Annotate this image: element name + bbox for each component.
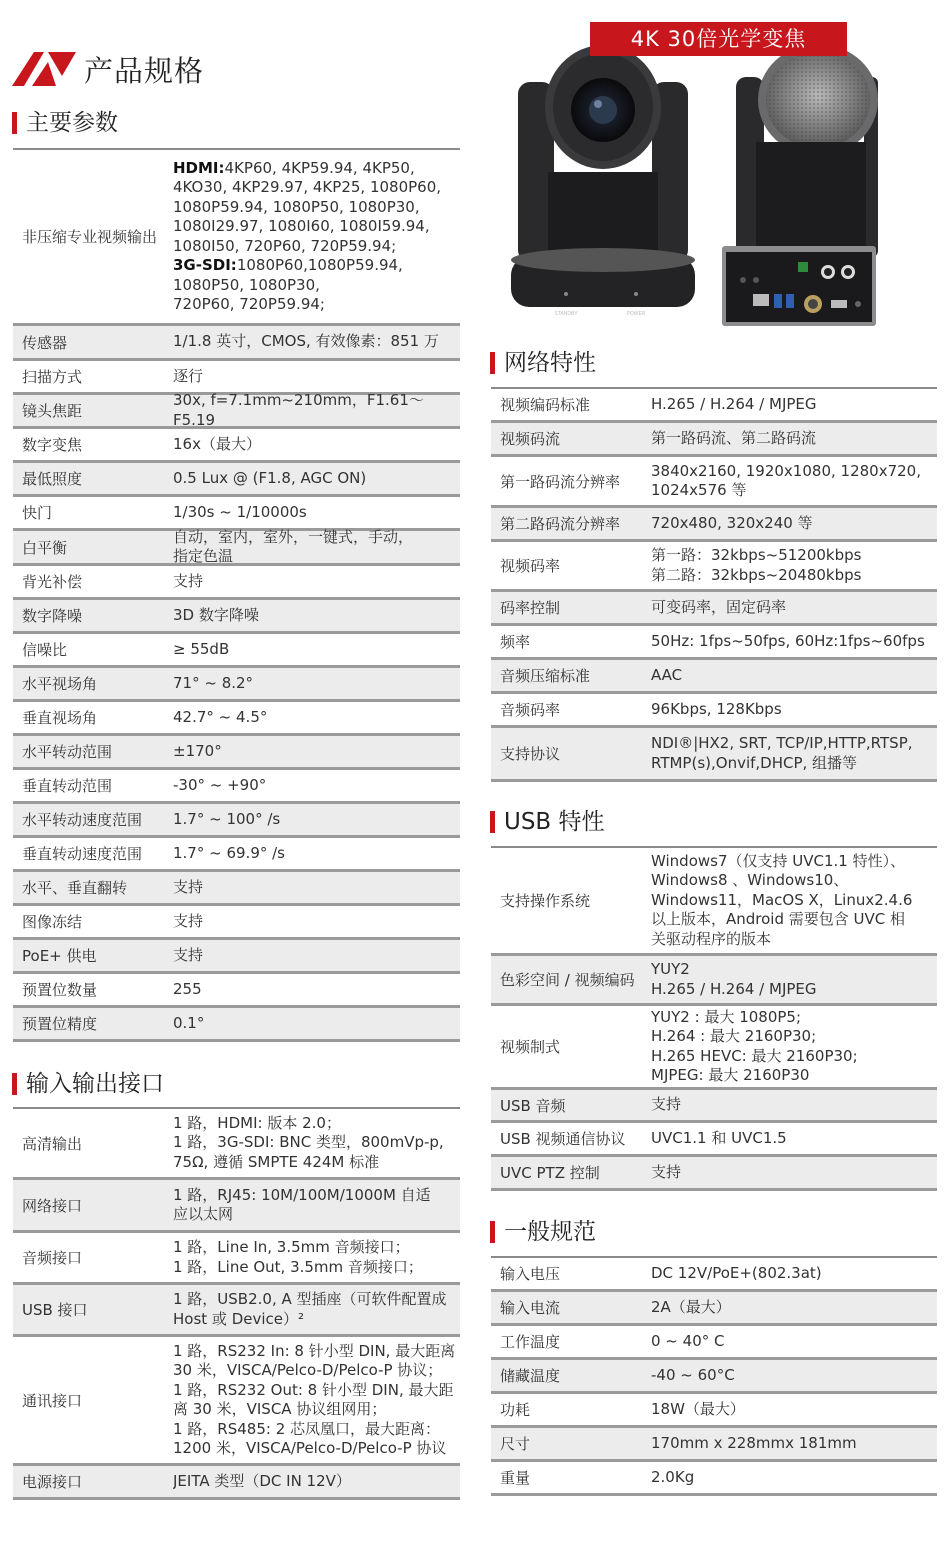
spec-label: 视频码率	[500, 557, 561, 575]
table-row	[491, 694, 937, 728]
table-row	[491, 1360, 937, 1394]
spec-label: 支持操作系统	[500, 892, 591, 910]
spec-value: 1 路，USB2.0, A 型插座（可软件配置成 Host 或 Device）²	[173, 1290, 447, 1328]
spec-label: 预置位数量	[22, 981, 98, 999]
spec-label: 网络接口	[22, 1196, 83, 1215]
section-marker	[12, 112, 17, 134]
spec-label: PoE+ 供电	[22, 947, 97, 965]
spec-label: USB 音频	[500, 1096, 566, 1115]
spec-value: 720x480, 320x240 等	[651, 513, 813, 532]
spec-value: 支持	[173, 571, 204, 590]
spec-value: 170mm x 228mmx 181mm	[651, 1433, 857, 1452]
table-row	[13, 391, 460, 429]
spec-label: 水平、垂直翻转	[22, 879, 128, 897]
spec-label: 最低照度	[22, 470, 83, 488]
table-row	[491, 389, 937, 423]
table-row	[13, 872, 460, 906]
spec-value: 50Hz: 1fps~50fps, 60Hz:1fps~60fps	[651, 631, 925, 650]
section-title-general	[490, 1217, 596, 1247]
table-row	[13, 736, 460, 770]
spec-value: -30° ~ +90°	[173, 775, 267, 794]
camera-front	[511, 45, 695, 317]
table-row	[491, 1123, 937, 1157]
spec-label: 预置位精度	[22, 1015, 98, 1033]
spec-value: 1 路，RJ45: 10M/100M/1000M 自适 应以太网	[173, 1185, 431, 1223]
table-row	[491, 1006, 937, 1090]
spec-label: 非压缩专业视频输出	[22, 228, 158, 246]
spec-label: 垂直视场角	[22, 709, 98, 727]
spec-table-general	[491, 1256, 937, 1496]
table-row	[13, 566, 460, 600]
section-title-text: 主要参数	[26, 110, 118, 136]
spec-value: -40 ~ 60°C	[651, 1365, 735, 1384]
section-title-network	[490, 348, 596, 378]
spec-label: 快门	[22, 504, 53, 522]
spec-label: 储藏温度	[500, 1367, 561, 1385]
section-marker	[490, 1221, 495, 1243]
table-row	[13, 527, 460, 566]
section-title-text: USB 特性	[504, 809, 605, 835]
table-row	[13, 1233, 460, 1285]
spec-value-heading: HDMI:	[173, 158, 225, 177]
spec-value: 支持	[651, 1095, 682, 1114]
spec-value: 1 路，HDMI: 版本 2.0； 1 路，3G-SDI: BNC 类型，800mVp-p, 75Ω, 遵循 SMPTE 424M 标准	[173, 1113, 444, 1171]
spec-label: 扫描方式	[22, 368, 83, 386]
spec-value: 16x（最大）	[173, 434, 261, 453]
spec-value: 2.0Kg	[651, 1467, 695, 1486]
table-row	[13, 668, 460, 702]
table-row	[13, 906, 460, 940]
table-row	[491, 728, 937, 782]
spec-label: 码率控制	[500, 599, 561, 617]
table-row	[491, 1258, 937, 1292]
section-title-io	[12, 1069, 164, 1099]
table-row	[13, 1008, 460, 1042]
section-title-usb	[490, 807, 605, 837]
spec-label: 水平转动速度范围	[22, 811, 143, 829]
spec-label: 音频压缩标准	[500, 667, 591, 685]
spec-label: 垂直转动范围	[22, 777, 113, 795]
table-row	[491, 542, 937, 592]
spec-label: 第一路码流分辨率	[500, 472, 621, 491]
spec-label: 数字变焦	[22, 436, 83, 454]
table-row	[491, 1292, 937, 1326]
spec-value: 支持	[173, 945, 204, 964]
spec-value	[173, 159, 460, 315]
spec-value: 1 路，RS232 In: 8 针小型 DIN, 最大距离 30 米，VISCA/Pelco-D/Pelco-P 协议； 1 路，RS232 Out: 8 针小型 DIN, 最大距 离 30 米，VISCA 协议组网用； 1 路，RS485: 2 芯凤凰口，最大距离： 1200 米，VISCA/Pelco-D/Pelco-P 协议	[173, 1341, 456, 1457]
spec-label: 重量	[500, 1469, 531, 1487]
spec-value: 第一路：32kbps~51200kbps 第二路：32kbps~20480kbps	[651, 546, 862, 584]
spec-label: 视频制式	[500, 1038, 561, 1056]
spec-label: 功耗	[500, 1401, 531, 1419]
spec-label: 信噪比	[22, 641, 68, 659]
table-row	[13, 804, 460, 838]
spec-table-usb	[491, 846, 937, 1191]
spec-value: AAC	[651, 665, 683, 684]
spec-value: H.265 / H.264 / MJPEG	[651, 394, 817, 413]
table-row	[13, 600, 460, 634]
spec-value: NDI®|HX2, SRT, TCP/IP,HTTP,RTSP, RTMP(s),Onvif,DHCP, 组播等	[651, 734, 913, 772]
spec-label: 频率	[500, 633, 531, 651]
table-row	[13, 1109, 460, 1180]
table-row	[491, 1462, 937, 1496]
section-title-text: 输入输出接口	[26, 1071, 164, 1097]
spec-value: ±170°	[173, 741, 222, 760]
spec-value: UVC1.1 和 UVC1.5	[651, 1128, 787, 1147]
spec-label: USB 接口	[22, 1301, 88, 1319]
spec-label: 水平视场角	[22, 675, 98, 693]
spec-label: 第二路码流分辨率	[500, 515, 621, 533]
spec-value: 1.7° ~ 69.9° /s	[173, 843, 285, 862]
table-row	[491, 1428, 937, 1462]
spec-value: Windows7（仅支持 UVC1.1 特性）、 Windows8 、Windows10、 Windows11，MacOS X，Linux2.4.6 以上版本，Android 需要包含 UVC 相 关驱动程序的版本	[651, 851, 913, 948]
power-label: POWER	[626, 311, 646, 317]
table-row	[13, 702, 460, 736]
spec-table-io	[13, 1107, 460, 1500]
spec-label: 视频编码标准	[500, 396, 591, 414]
spec-label: 音频接口	[22, 1249, 83, 1267]
spec-label: 工作温度	[500, 1333, 561, 1351]
spec-value: YUY2 : 最大 1080P5; H.264 : 最大 2160P30; H.265 HEVC: 最大 2160P30; MJPEG: 最大 2160P30	[651, 1007, 858, 1084]
spec-label: 数字降噪	[22, 607, 83, 625]
spec-label: 通讯接口	[22, 1391, 83, 1410]
spec-value: 第一路码流、第二路码流	[651, 428, 817, 447]
spec-value-part: 4KP60, 4KP59.94, 4KP50, 4KO30, 4KP29.97, 4KP25, 1080P60, 1080P59.94, 1080P50, 1080P30, 1080I29.97, 1080I60, 1080I59.94, 1080I50, 720P60, 720P59.94;	[173, 158, 442, 255]
table-row	[491, 592, 937, 626]
table-row	[13, 326, 460, 361]
brand-logo-icon	[12, 52, 76, 88]
table-row	[13, 974, 460, 1008]
section-title-text: 网络特性	[504, 350, 596, 376]
spec-value: 1/1.8 英寸，CMOS, 有效像素：851 万	[173, 332, 439, 351]
table-row	[491, 1090, 937, 1123]
spec-label: 高清输出	[22, 1134, 83, 1153]
section-title-text: 一般规范	[504, 1219, 596, 1245]
spec-value: 支持	[173, 911, 204, 930]
table-row	[491, 660, 937, 694]
section-marker	[490, 352, 495, 374]
spec-value: 255	[173, 979, 202, 998]
spec-value: 0 ~ 40° C	[651, 1331, 725, 1350]
spec-value: JEITA 类型（DC IN 12V）	[173, 1471, 351, 1490]
spec-value: 71° ~ 8.2°	[173, 673, 254, 692]
spec-label: 输入电压	[500, 1265, 561, 1283]
table-row	[13, 1466, 460, 1500]
table-row	[491, 423, 937, 457]
spec-value: 可变码率，固定码率	[651, 597, 787, 616]
table-row	[491, 956, 937, 1006]
spec-label: 背光补偿	[22, 573, 83, 591]
table-row	[13, 429, 460, 463]
spec-value: 96Kbps, 128Kbps	[651, 699, 782, 718]
table-row	[491, 1394, 937, 1428]
table-row	[13, 361, 460, 395]
table-row	[13, 150, 460, 326]
spec-label: 镜头焦距	[22, 402, 83, 420]
spec-label: 白平衡	[22, 538, 68, 557]
table-row	[491, 1157, 937, 1191]
spec-value: 3D 数字降噪	[173, 605, 259, 624]
spec-value: 逐行	[173, 366, 204, 385]
spec-label: 尺寸	[500, 1435, 531, 1453]
spec-value: 18W（最大）	[651, 1399, 745, 1418]
table-row	[491, 508, 937, 542]
table-row	[491, 457, 937, 508]
section-title-main	[12, 108, 118, 138]
spec-label: 水平转动范围	[22, 743, 113, 761]
table-row	[491, 626, 937, 660]
spec-value: 3840x2160, 1920x1080, 1280x720, 1024x576 等	[651, 461, 921, 499]
spec-value: 2A（最大）	[651, 1297, 731, 1316]
spec-label: USB 视频通信协议	[500, 1130, 626, 1148]
spec-label: 支持协议	[500, 745, 561, 763]
table-row	[13, 1337, 460, 1466]
section-marker	[490, 811, 495, 833]
spec-table-main	[13, 148, 460, 1042]
spec-value: 42.7° ~ 4.5°	[173, 707, 268, 726]
spec-value-part: 1080P60,1080P59.94, 1080P50, 1080P30, 720P60, 720P59.94;	[173, 256, 403, 313]
table-row	[13, 1180, 460, 1233]
table-row	[13, 463, 460, 497]
spec-value: 0.1°	[173, 1013, 205, 1032]
standby-label: STANDBY	[554, 311, 578, 317]
spec-label: 音频码率	[500, 701, 561, 719]
table-row	[491, 1326, 937, 1360]
spec-label: 视频码流	[500, 430, 561, 448]
table-row	[13, 497, 460, 531]
table-row	[13, 940, 460, 974]
table-row	[491, 848, 937, 956]
spec-value: 1 路，Line In, 3.5mm 音频接口； 1 路，Line Out, 3.5mm 音频接口；	[173, 1238, 423, 1276]
spec-table-network	[491, 387, 937, 782]
spec-label: 输入电流	[500, 1299, 561, 1317]
camera-rear	[722, 44, 878, 326]
spec-value: 支持	[651, 1162, 682, 1181]
spec-label: 色彩空间 / 视频编码	[500, 971, 635, 989]
spec-value: YUY2 H.265 / H.264 / MJPEG	[651, 960, 817, 998]
table-row	[13, 634, 460, 668]
spec-value: 1.7° ~ 100° /s	[173, 809, 281, 828]
page-title: 产品规格	[84, 54, 205, 88]
spec-value: ≥ 55dB	[173, 639, 230, 658]
table-row	[13, 838, 460, 872]
table-row	[13, 770, 460, 804]
spec-value: DC 12V/PoE+(802.3at)	[651, 1263, 822, 1282]
section-marker	[12, 1073, 17, 1095]
spec-value: 0.5 Lux @ (F1.8, AGC ON)	[173, 468, 367, 487]
spec-value: 支持	[173, 877, 204, 896]
spec-value-heading: 3G-SDI:	[173, 256, 237, 274]
spec-label: 图像冻结	[22, 913, 83, 931]
spec-label: 垂直转动速度范围	[22, 845, 143, 863]
table-row	[13, 1285, 460, 1337]
spec-value: 30x, f=7.1mm~210mm，F1.61～F5.19	[173, 391, 424, 429]
camera-product-image	[508, 22, 878, 332]
spec-label: 传感器	[22, 333, 68, 352]
spec-value: 自动，室内，室外，一键式，手动， 指定色温	[173, 527, 414, 565]
spec-label: 电源接口	[22, 1473, 83, 1491]
spec-value: 1/30s ~ 1/10000s	[173, 502, 307, 521]
zoom-badge: 4K 30倍光学变焦	[590, 22, 847, 56]
spec-label: UVC PTZ 控制	[500, 1164, 600, 1182]
